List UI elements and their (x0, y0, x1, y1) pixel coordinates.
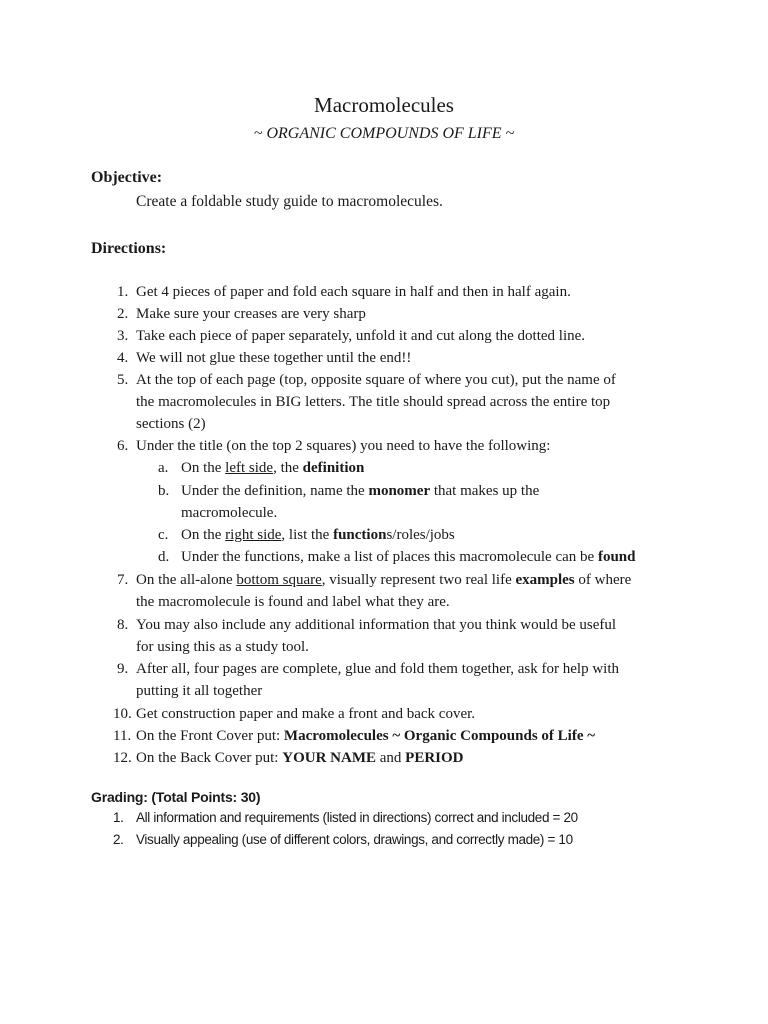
objective-heading: Objective: (91, 169, 163, 186)
list-item-continuation: putting it all together (136, 683, 263, 699)
list-item-number: 7. (117, 572, 129, 588)
list-item-number: 9. (117, 661, 129, 677)
page-subtitle: ~ ORGANIC COMPOUNDS OF LIFE ~ (253, 125, 515, 142)
sublist-item: Under the definition, name the monomer that makes up the (181, 483, 540, 499)
sublist-item: On the left side, the definition (181, 460, 365, 476)
list-item: Get construction paper and make a front and back cover. (136, 706, 476, 722)
objective-text: Create a foldable study guide to macromolecules. (136, 193, 443, 210)
directions-heading: Directions: (91, 240, 167, 257)
grading-item: Visually appealing (use of different colors, drawings, and correctly made) = 10 (136, 832, 573, 847)
list-item-number: 5. (117, 372, 129, 388)
list-item-number: 6. (117, 438, 129, 454)
list-item-number: 11. (113, 728, 132, 744)
list-item-number: 8. (117, 617, 129, 633)
sublist-item-letter: d. (158, 549, 170, 565)
sublist-item-letter: b. (158, 483, 170, 499)
list-item: Under the title (on the top 2 squares) you need to have the following: (136, 438, 551, 454)
list-item-number: 12. (113, 750, 132, 766)
list-item: On the Back Cover put: YOUR NAME and PERIOD (136, 750, 464, 766)
list-item-number: 10. (113, 706, 132, 722)
list-item: After all, four pages are complete, glue and fold them together, ask for help with (136, 661, 619, 677)
page-title: Macromolecules (314, 93, 454, 117)
grading-item-number: 2. (113, 832, 124, 847)
sublist-item-letter: c. (158, 527, 169, 543)
grading-item: All information and requirements (listed in directions) correct and included = 20 (136, 810, 578, 825)
list-item-continuation: for using this as a study tool. (136, 639, 309, 655)
sublist-item: Under the functions, make a list of places this macromolecule can be found (181, 549, 636, 565)
list-item: On the all-alone bottom square, visually represent two real life examples of where (136, 572, 632, 588)
list-item: You may also include any additional information that you think would be useful (136, 617, 617, 633)
list-item-continuation: the macromolecules in BIG letters. The title should spread across the entire top (136, 394, 611, 410)
list-item-continuation: sections (2) (136, 416, 206, 432)
list-item: On the Front Cover put: Macromolecules ~ Organic Compounds of Life ~ (136, 728, 596, 744)
list-item: Make sure your creases are very sharp (136, 306, 366, 322)
list-item: At the top of each page (top, opposite square of where you cut), put the name of (136, 372, 616, 388)
list-item-number: 4. (117, 350, 129, 366)
sublist-item-letter: a. (158, 460, 169, 476)
list-item: Get 4 pieces of paper and fold each square in half and then in half again. (136, 284, 571, 300)
list-item: Take each piece of paper separately, unfold it and cut along the dotted line. (136, 328, 586, 344)
list-item-number: 1. (117, 284, 129, 300)
list-item-continuation: the macromolecule is found and label what they are. (136, 594, 450, 610)
sublist-item: On the right side, list the functions/roles/jobs (181, 527, 455, 543)
list-item-number: 2. (117, 306, 129, 322)
sublist-item-continuation: macromolecule. (181, 505, 278, 521)
list-item: We will not glue these together until the end!! (136, 350, 412, 366)
grading-item-number: 1. (113, 810, 124, 825)
list-item-number: 3. (117, 328, 129, 344)
grading-heading: Grading: (Total Points: 30) (91, 789, 261, 805)
